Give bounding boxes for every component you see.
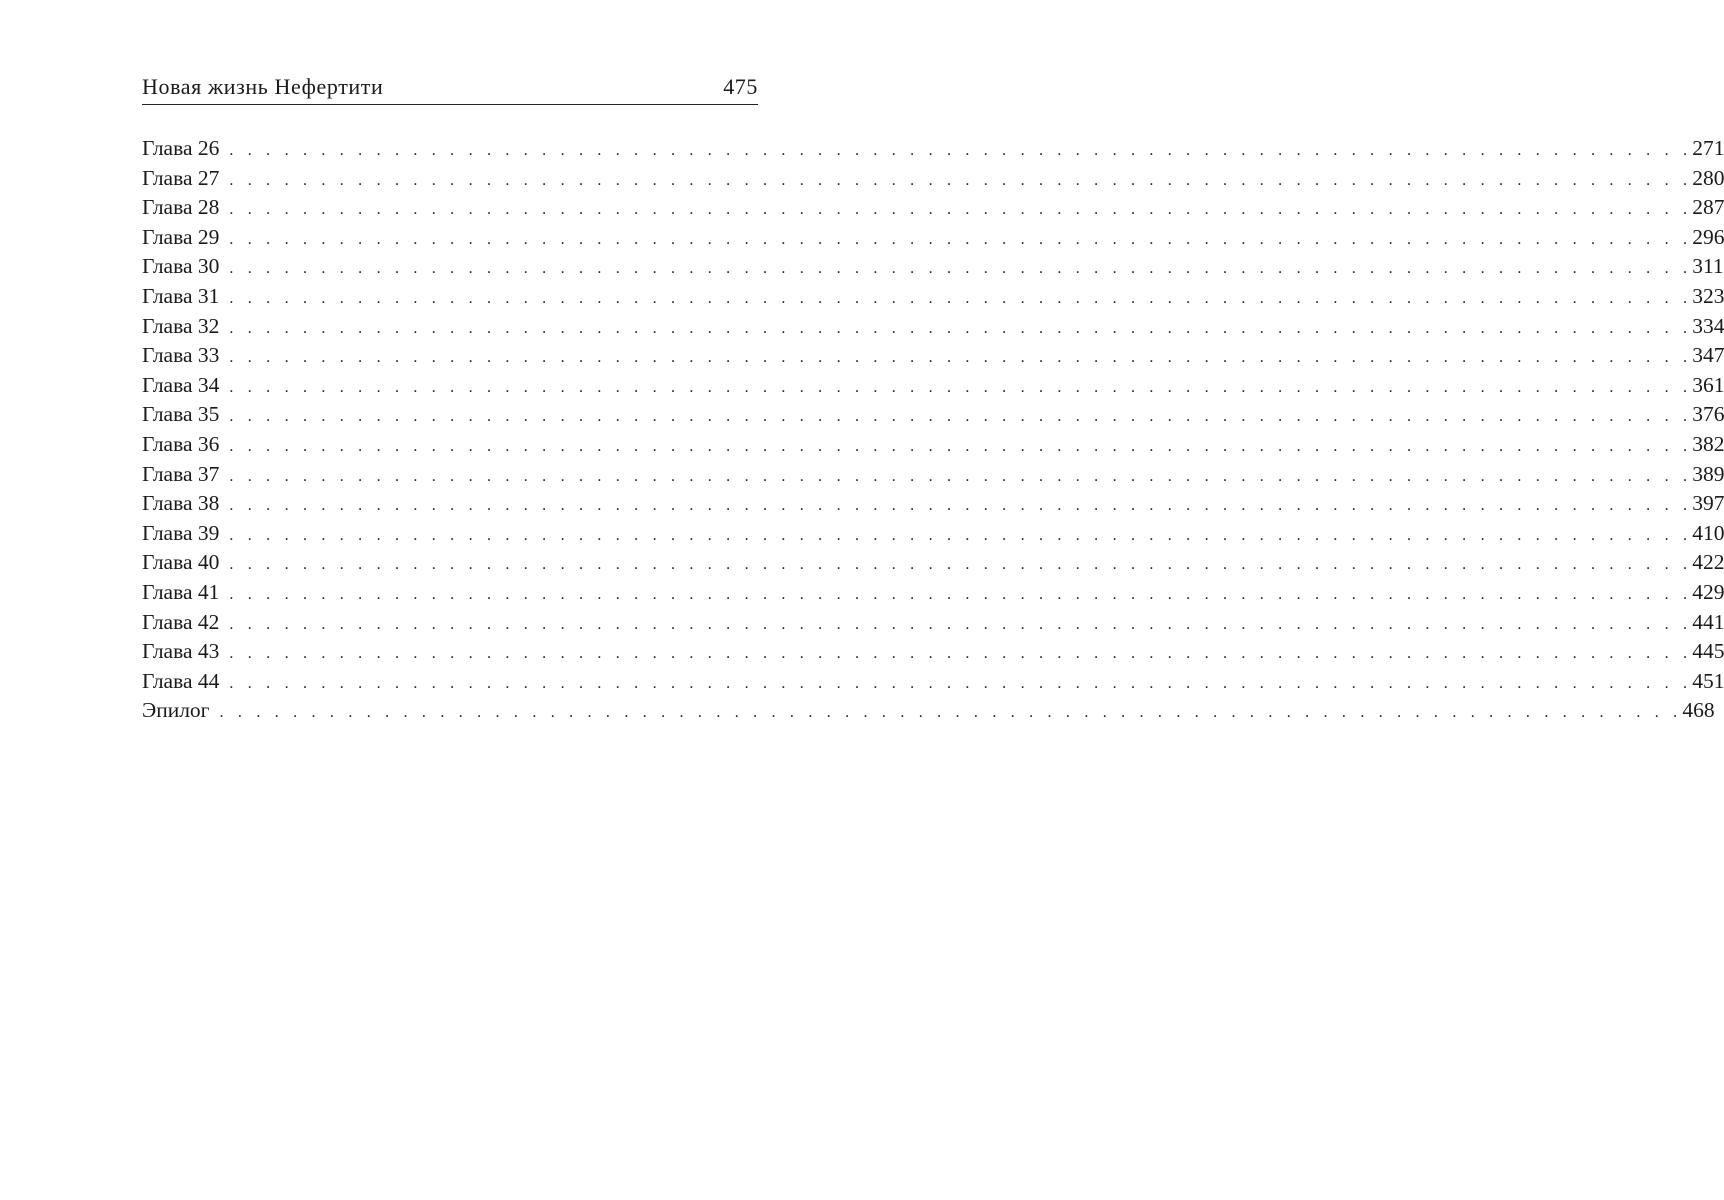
running-header — [142, 66, 758, 100]
toc-entry-page: 410 — [1692, 520, 1724, 545]
dot-leader: . . . . . . . . . . . . . . . . . . . . . . . . . . . . . . . . . . . . . . . . . . . . . . . . . . . . . . . . . . . . . . . . . . . . . . . . . . . . . . . . — [229, 260, 1693, 278]
toc-entry-label: Глава 29 — [142, 224, 220, 249]
dot-leader: . . . . . . . . . . . . . . . . . . . . . . . . . . . . . . . . . . . . . . . . . . . . . . . . . . . . . . . . . . . . . . . . . . . . . . . . . . . . . . . . — [229, 289, 1693, 307]
toc-entry-label: Глава 41 — [142, 579, 220, 604]
table-of-contents — [142, 134, 1724, 726]
toc-entry-label: Глава 38 — [142, 491, 220, 516]
toc-entry-page: 296 — [1692, 224, 1724, 249]
toc-entry — [142, 637, 1724, 667]
toc-entry — [142, 489, 1724, 519]
toc-entry-label: Эпилог — [142, 698, 210, 723]
toc-entry — [142, 460, 1724, 490]
toc-entry — [142, 252, 1724, 282]
dot-leader: . . . . . . . . . . . . . . . . . . . . . . . . . . . . . . . . . . . . . . . . . . . . . . . . . . . . . . . . . . . . . . . . . . . . . . . . . . . . . . . . — [229, 585, 1693, 603]
toc-entry-label: Глава 36 — [142, 431, 220, 456]
toc-entry-label: Глава 32 — [142, 313, 220, 338]
toc-entry-label: Глава 31 — [142, 283, 220, 308]
toc-entry-page: 287 — [1692, 195, 1724, 220]
dot-leader: . . . . . . . . . . . . . . . . . . . . . . . . . . . . . . . . . . . . . . . . . . . . . . . . . . . . . . . . . . . . . . . . . . . . . . . . . . . . . . . . — [229, 319, 1693, 337]
toc-entry — [142, 519, 1724, 549]
toc-entry — [142, 696, 1715, 726]
toc-entry-page: 334 — [1692, 313, 1724, 338]
book-title: Новая жизнь Нефертити — [142, 74, 384, 99]
toc-entry-page: 376 — [1692, 402, 1724, 427]
toc-entry — [142, 282, 1724, 312]
dot-leader: . . . . . . . . . . . . . . . . . . . . . . . . . . . . . . . . . . . . . . . . . . . . . . . . . . . . . . . . . . . . . . . . . . . . . . . . . . . . . . . . — [229, 378, 1693, 396]
toc-entry-label: Глава 43 — [142, 639, 220, 664]
dot-leader: . . . . . . . . . . . . . . . . . . . . . . . . . . . . . . . . . . . . . . . . . . . . . . . . . . . . . . . . . . . . . . . . . . . . . . . . . . . . . . . . — [229, 408, 1693, 426]
toc-entry — [142, 548, 1724, 578]
toc-entry-page: 280 — [1692, 165, 1724, 190]
toc-entry — [142, 164, 1724, 194]
dot-leader: . . . . . . . . . . . . . . . . . . . . . . . . . . . . . . . . . . . . . . . . . . . . . . . . . . . . . . . . . . . . . . . . . . . . . . . . . . . . . . . . — [229, 467, 1693, 485]
toc-entry — [142, 193, 1724, 223]
toc-entry-label: Глава 44 — [142, 668, 220, 693]
toc-entry-page: 445 — [1692, 639, 1724, 664]
toc-entry-label: Глава 37 — [142, 461, 220, 486]
toc-entry-label: Глава 34 — [142, 372, 220, 397]
toc-entry-page: 323 — [1692, 283, 1724, 308]
toc-entry — [142, 341, 1724, 371]
dot-leader: . . . . . . . . . . . . . . . . . . . . . . . . . . . . . . . . . . . . . . . . . . . . . . . . . . . . . . . . . . . . . . . . . . . . . . . . . . . . . . . . — [229, 437, 1693, 455]
toc-entry — [142, 371, 1724, 401]
toc-entry-page: 397 — [1692, 491, 1724, 516]
toc-entry-label: Глава 39 — [142, 520, 220, 545]
dot-leader: . . . . . . . . . . . . . . . . . . . . . . . . . . . . . . . . . . . . . . . . . . . . . . . . . . . . . . . . . . . . . . . . . . . . . . . . . . . . . . . . — [229, 349, 1693, 367]
toc-entry-label: Глава 27 — [142, 165, 220, 190]
toc-entry-page: 451 — [1692, 668, 1724, 693]
toc-entry-page: 468 — [1682, 698, 1715, 723]
toc-entry — [142, 430, 1724, 460]
dot-leader: . . . . . . . . . . . . . . . . . . . . . . . . . . . . . . . . . . . . . . . . . . . . . . . . . . . . . . . . . . . . . . . . . . . . . . . . . . . . . . . . — [229, 674, 1693, 692]
dot-leader: . . . . . . . . . . . . . . . . . . . . . . . . . . . . . . . . . . . . . . . . . . . . . . . . . . . . . . . . . . . . . . . . . . . . . . . . . . . . . . . . — [229, 201, 1693, 219]
toc-entry-page: 441 — [1692, 609, 1724, 634]
dot-leader: . . . . . . . . . . . . . . . . . . . . . . . . . . . . . . . . . . . . . . . . . . . . . . . . . . . . . . . . . . . . . . . . . . . . . . . . . . . . . . . . — [229, 526, 1693, 544]
toc-entry-page: 389 — [1692, 461, 1724, 486]
toc-entry-label: Глава 30 — [142, 254, 220, 279]
dot-leader: . . . . . . . . . . . . . . . . . . . . . . . . . . . . . . . . . . . . . . . . . . . . . . . . . . . . . . . . . . . . . . . . . . . . . . . . . . . . . . . . — [229, 230, 1693, 248]
dot-leader: . . . . . . . . . . . . . . . . . . . . . . . . . . . . . . . . . . . . . . . . . . . . . . . . . . . . . . . . . . . . . . . . . . . . . . . . . . . . . . . . — [219, 704, 1683, 722]
toc-entry-page: 311 — [1692, 254, 1724, 279]
toc-entry-page: 429 — [1692, 579, 1724, 604]
toc-entry-page: 361 — [1692, 372, 1724, 397]
dot-leader: . . . . . . . . . . . . . . . . . . . . . . . . . . . . . . . . . . . . . . . . . . . . . . . . . . . . . . . . . . . . . . . . . . . . . . . . . . . . . . . . — [229, 615, 1693, 633]
toc-entry-label: Глава 26 — [142, 136, 220, 160]
toc-entry-label: Глава 33 — [142, 343, 220, 368]
toc-entry — [142, 400, 1724, 430]
toc-entry-page: 347 — [1692, 343, 1724, 368]
header-rule — [142, 104, 758, 105]
toc-entry — [142, 578, 1724, 608]
toc-entry — [142, 312, 1724, 342]
toc-entry-page: 382 — [1692, 431, 1724, 456]
dot-leader: . . . . . . . . . . . . . . . . . . . . . . . . . . . . . . . . . . . . . . . . . . . . . . . . . . . . . . . . . . . . . . . . . . . . . . . . . . . . . . . . — [229, 171, 1693, 189]
toc-entry — [142, 223, 1724, 253]
toc-entry-page: 422 — [1692, 550, 1724, 575]
dot-leader: . . . . . . . . . . . . . . . . . . . . . . . . . . . . . . . . . . . . . . . . . . . . . . . . . . . . . . . . . . . . . . . . . . . . . . . . . . . . . . . . — [229, 556, 1693, 574]
page-number: 475 — [723, 74, 758, 99]
dot-leader: . . . . . . . . . . . . . . . . . . . . . . . . . . . . . . . . . . . . . . . . . . . . . . . . . . . . . . . . . . . . . . . . . . . . . . . . . . . . . . . . — [229, 645, 1693, 663]
toc-entry-page: 271 — [1692, 136, 1724, 160]
toc-entry — [142, 608, 1724, 638]
toc-entry — [142, 667, 1724, 697]
dot-leader: . . . . . . . . . . . . . . . . . . . . . . . . . . . . . . . . . . . . . . . . . . . . . . . . . . . . . . . . . . . . . . . . . . . . . . . . . . . . . . . . — [229, 142, 1693, 159]
toc-entry-label: Глава 40 — [142, 550, 220, 575]
dot-leader: . . . . . . . . . . . . . . . . . . . . . . . . . . . . . . . . . . . . . . . . . . . . . . . . . . . . . . . . . . . . . . . . . . . . . . . . . . . . . . . . — [229, 497, 1693, 515]
toc-entry-label: Глава 42 — [142, 609, 220, 634]
toc-entry-label: Глава 35 — [142, 402, 220, 427]
toc-entry-label: Глава 28 — [142, 195, 220, 220]
toc-entry — [142, 134, 1724, 164]
